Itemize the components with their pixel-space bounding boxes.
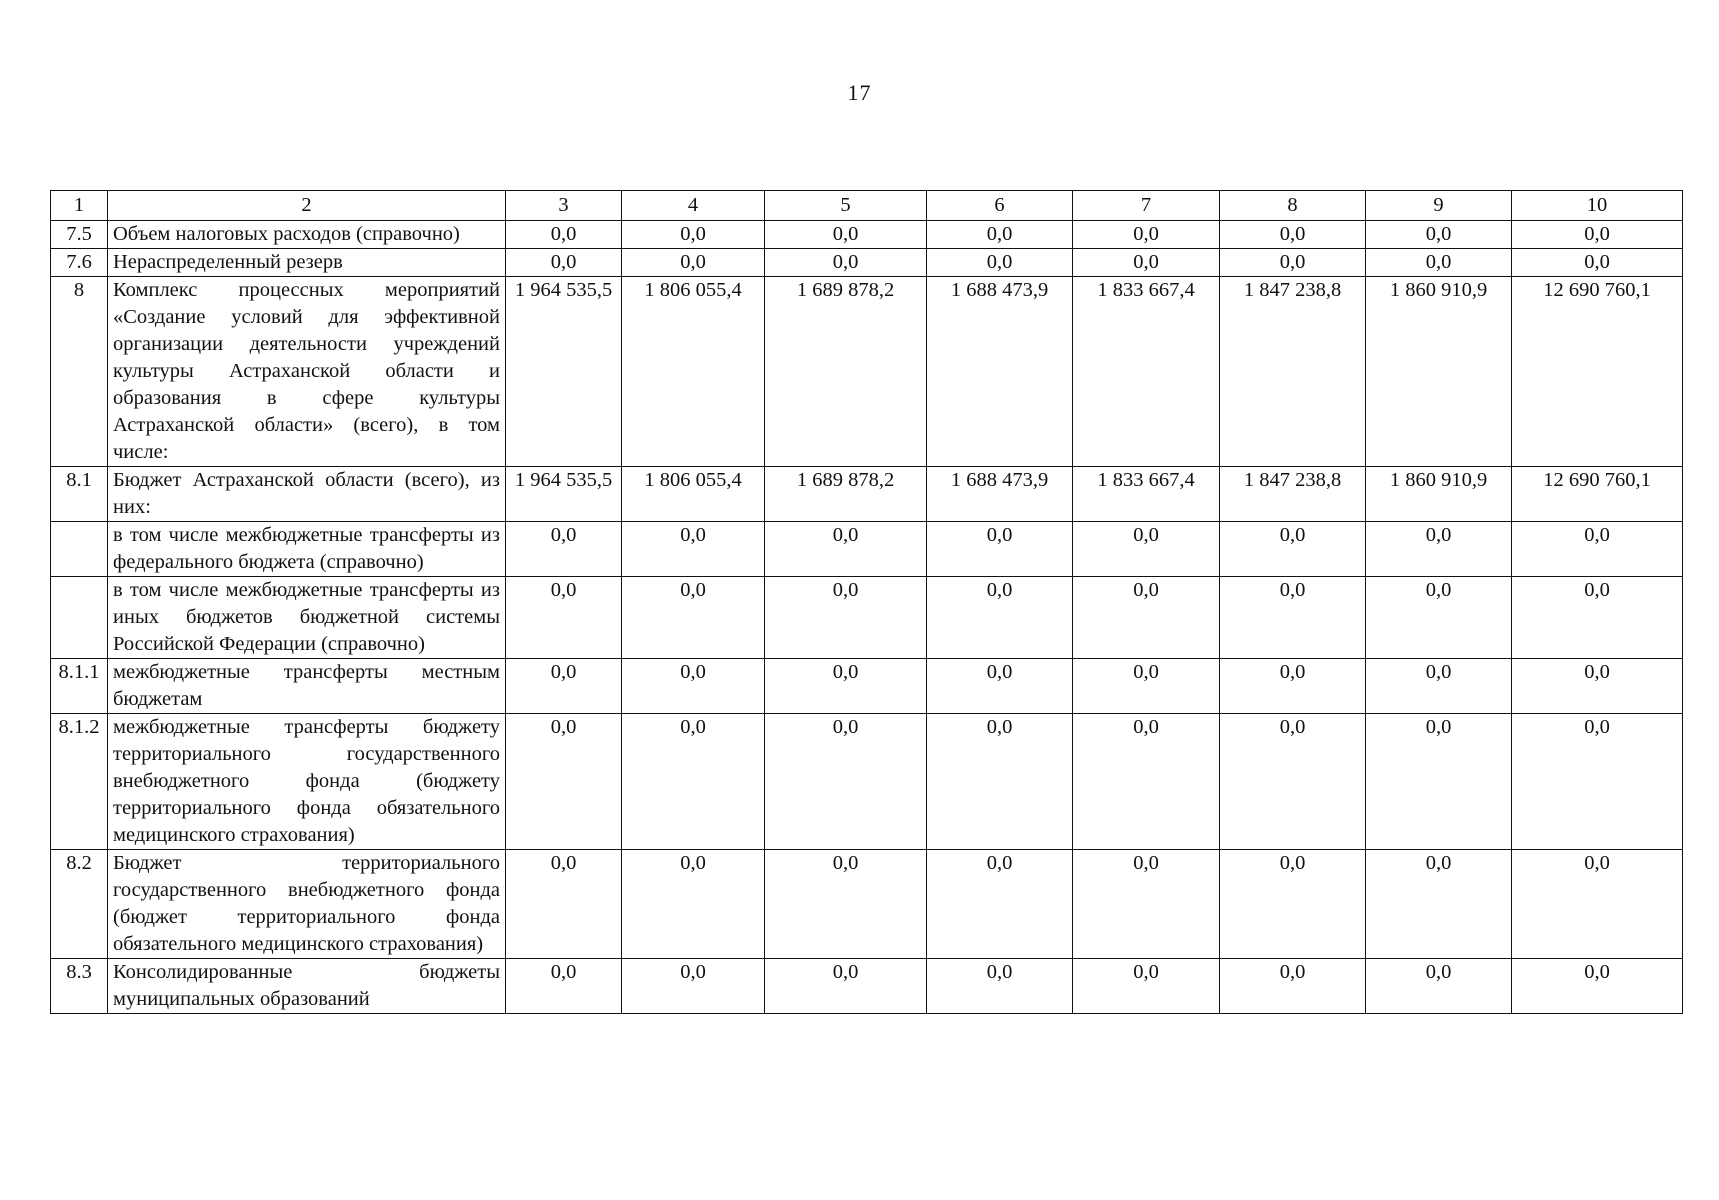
row-value: 0,0 [1366, 850, 1512, 959]
row-description: Бюджет территориального государственного внебюджетного фонда (бюджет территориального фонда обязательного медицинского страхования) [108, 850, 506, 959]
row-number: 8.1.2 [51, 714, 108, 850]
row-value: 0,0 [927, 522, 1073, 577]
row-number [51, 522, 108, 577]
row-number [51, 577, 108, 659]
column-header: 4 [622, 191, 765, 221]
row-number: 8.1 [51, 467, 108, 522]
row-description: в том числе межбюджетные трансферты из федерального бюджета (справочно) [108, 522, 506, 577]
row-value: 1 806 055,4 [622, 277, 765, 467]
row-value: 0,0 [927, 714, 1073, 850]
row-value: 0,0 [1366, 659, 1512, 714]
table-row [51, 522, 1683, 577]
table-row [51, 577, 1683, 659]
row-value: 0,0 [1220, 659, 1366, 714]
table-row [51, 221, 1683, 249]
row-value: 0,0 [1512, 577, 1683, 659]
row-value: 0,0 [1366, 577, 1512, 659]
row-value: 0,0 [506, 522, 622, 577]
row-value: 0,0 [1512, 522, 1683, 577]
row-description: Комплекс процессных мероприятий «Создание условий для эффективной организации деятельности учреждений культуры Астраханской области и образования в сфере культуры Астраханской области» (всего), в том числе: [108, 277, 506, 467]
row-value: 1 688 473,9 [927, 467, 1073, 522]
row-value: 12 690 760,1 [1512, 467, 1683, 522]
row-value: 0,0 [1512, 659, 1683, 714]
table-row [51, 249, 1683, 277]
row-value: 0,0 [622, 577, 765, 659]
row-description: межбюджетные трансферты бюджету территориального государственного внебюджетного фонда (бюджету территориального фонда обязательного медицинского страхования) [108, 714, 506, 850]
row-value: 0,0 [506, 221, 622, 249]
row-value: 1 833 667,4 [1073, 277, 1220, 467]
budget-table [50, 190, 1683, 1014]
row-value: 0,0 [506, 959, 622, 1014]
column-header: 9 [1366, 191, 1512, 221]
column-header: 10 [1512, 191, 1683, 221]
table-row [51, 467, 1683, 522]
row-value: 0,0 [765, 249, 927, 277]
row-value: 0,0 [927, 959, 1073, 1014]
row-value: 0,0 [927, 659, 1073, 714]
row-value: 0,0 [1073, 522, 1220, 577]
row-value: 0,0 [1073, 714, 1220, 850]
row-description: Объем налоговых расходов (справочно) [108, 221, 506, 249]
row-value: 0,0 [622, 522, 765, 577]
row-value: 1 689 878,2 [765, 467, 927, 522]
row-value: 0,0 [622, 659, 765, 714]
row-value: 0,0 [1220, 577, 1366, 659]
row-value: 0,0 [1512, 714, 1683, 850]
row-number: 8.2 [51, 850, 108, 959]
row-number: 8.3 [51, 959, 108, 1014]
column-header: 6 [927, 191, 1073, 221]
row-value: 0,0 [506, 850, 622, 959]
table-row [51, 659, 1683, 714]
row-value: 0,0 [1366, 522, 1512, 577]
row-value: 0,0 [1366, 221, 1512, 249]
page-number: 17 [847, 80, 872, 105]
row-value: 0,0 [1366, 714, 1512, 850]
table-row [51, 714, 1683, 850]
row-value: 0,0 [1512, 959, 1683, 1014]
row-value: 0,0 [765, 522, 927, 577]
row-number: 7.6 [51, 249, 108, 277]
table-row [51, 959, 1683, 1014]
row-value: 0,0 [1220, 522, 1366, 577]
column-header: 7 [1073, 191, 1220, 221]
row-value: 0,0 [765, 221, 927, 249]
row-value: 0,0 [1073, 249, 1220, 277]
row-number: 7.5 [51, 221, 108, 249]
row-value: 0,0 [765, 959, 927, 1014]
row-value: 0,0 [927, 221, 1073, 249]
row-value: 0,0 [506, 714, 622, 850]
row-value: 1 847 238,8 [1220, 467, 1366, 522]
row-value: 1 847 238,8 [1220, 277, 1366, 467]
row-value: 0,0 [1073, 850, 1220, 959]
row-value: 0,0 [1220, 959, 1366, 1014]
row-value: 0,0 [1073, 577, 1220, 659]
row-value: 0,0 [1073, 221, 1220, 249]
row-value: 12 690 760,1 [1512, 277, 1683, 467]
row-value: 0,0 [927, 249, 1073, 277]
row-value: 0,0 [765, 659, 927, 714]
column-header: 3 [506, 191, 622, 221]
row-value: 0,0 [1073, 959, 1220, 1014]
row-value: 0,0 [1073, 659, 1220, 714]
row-value: 0,0 [622, 714, 765, 850]
table-header-row [51, 191, 1683, 221]
column-header: 5 [765, 191, 927, 221]
row-description: межбюджетные трансферты местным бюджетам [108, 659, 506, 714]
row-value: 1 833 667,4 [1073, 467, 1220, 522]
column-header: 2 [108, 191, 506, 221]
row-number: 8 [51, 277, 108, 467]
row-value: 0,0 [1366, 959, 1512, 1014]
row-value: 0,0 [506, 659, 622, 714]
row-number: 8.1.1 [51, 659, 108, 714]
row-description: Нераспределенный резерв [108, 249, 506, 277]
row-value: 0,0 [1220, 850, 1366, 959]
table-row [51, 850, 1683, 959]
row-value: 1 860 910,9 [1366, 467, 1512, 522]
row-value: 0,0 [927, 577, 1073, 659]
row-value: 0,0 [622, 959, 765, 1014]
row-description: в том числе межбюджетные трансферты из иных бюджетов бюджетной системы Российской Федерации (справочно) [108, 577, 506, 659]
table-row [51, 277, 1683, 467]
row-value: 0,0 [1220, 221, 1366, 249]
row-value: 1 688 473,9 [927, 277, 1073, 467]
row-value: 0,0 [622, 221, 765, 249]
row-value: 0,0 [765, 714, 927, 850]
row-value: 0,0 [506, 249, 622, 277]
row-value: 1 964 535,5 [506, 277, 622, 467]
row-value: 0,0 [765, 850, 927, 959]
row-value: 1 860 910,9 [1366, 277, 1512, 467]
column-header: 1 [51, 191, 108, 221]
row-description: Бюджет Астраханской области (всего), из них: [108, 467, 506, 522]
row-value: 0,0 [1512, 249, 1683, 277]
row-value: 0,0 [622, 850, 765, 959]
row-value: 0,0 [765, 577, 927, 659]
row-value: 0,0 [1512, 221, 1683, 249]
row-value: 0,0 [506, 577, 622, 659]
row-description: Консолидированные бюджеты муниципальных образований [108, 959, 506, 1014]
row-value: 0,0 [1220, 714, 1366, 850]
row-value: 0,0 [1220, 249, 1366, 277]
row-value: 1 806 055,4 [622, 467, 765, 522]
row-value: 1 689 878,2 [765, 277, 927, 467]
row-value: 0,0 [622, 249, 765, 277]
row-value: 1 964 535,5 [506, 467, 622, 522]
row-value: 0,0 [1512, 850, 1683, 959]
row-value: 0,0 [1366, 249, 1512, 277]
row-value: 0,0 [927, 850, 1073, 959]
column-header: 8 [1220, 191, 1366, 221]
